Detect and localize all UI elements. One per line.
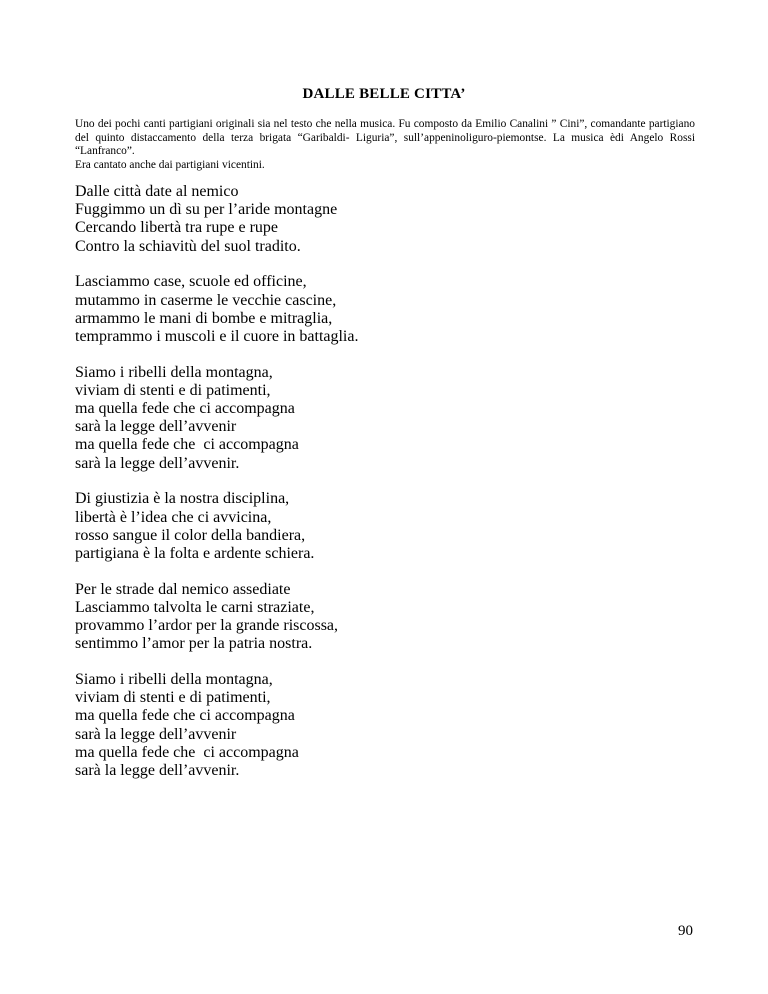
lyric-line: mutammo in caserme le vecchie cascine, xyxy=(75,291,337,309)
intro-text xyxy=(75,118,695,172)
lyric-line: sarà la legge dell’avvenir xyxy=(75,418,237,436)
lyric-line: Lasciammo case, scuole ed officine, xyxy=(75,273,307,291)
lyric-line: Siamo i ribelli della montagna, xyxy=(75,670,273,688)
lyric-line: temprammo i muscoli e il cuore in battaglia. xyxy=(75,327,359,345)
stanza-4 xyxy=(75,490,695,563)
lyric-line: Cercando libertà tra rupe e rupe xyxy=(75,219,279,237)
lyric-line: Lasciammo talvolta le carni straziate, xyxy=(75,598,315,616)
lyric-line: Di giustizia è la nostra disciplina, xyxy=(75,490,290,508)
page-number: 90 xyxy=(678,923,693,939)
lyric-line: ma quella fede che ci accompagna xyxy=(75,436,299,454)
stanza-6-chorus xyxy=(75,671,695,780)
lyric-line: viviam di stenti e di patimenti, xyxy=(75,381,271,399)
lyric-line: viviam di stenti e di patimenti, xyxy=(75,689,271,707)
lyric-line: sarà la legge dell’avvenir. xyxy=(75,761,240,779)
lyric-line: Fuggimmo un dì su per l’aride montagne xyxy=(75,201,338,219)
stanza-5 xyxy=(75,581,695,654)
stanza-3-chorus xyxy=(75,364,695,473)
lyric-line: sarà la legge dell’avvenir xyxy=(75,725,237,743)
lyric-line: provammo l’ardor per la grande riscossa, xyxy=(75,617,339,635)
lyric-line: Dalle città date al nemico xyxy=(75,183,239,200)
intro-paragraph: Uno dei pochi canti partigiani originali sia nel testo che nella musica. Fu composto da Emilio Canalini ” Cini”, comandante partigiano del quinto distaccamento della terza brigata “Garibaldi- Liguria”, sull’appeninoliguro-piemontse. La musica èdi Angelo Rossi “Lanfranco”. xyxy=(75,118,695,157)
lyric-line: ma quella fede che ci accompagna xyxy=(75,743,299,761)
lyric-line: sentimmo l’amor per la patria nostra. xyxy=(75,635,313,653)
lyric-line: libertà è l’idea che ci avvicina, xyxy=(75,508,272,526)
intro-note: Era cantato anche dai partigiani vicentini. xyxy=(75,158,265,171)
lyric-line: ma quella fede che ci accompagna xyxy=(75,400,295,418)
lyric-line: ma quella fede che ci accompagna xyxy=(75,707,295,725)
lyric-line: Contro la schiavitù del suol tradito. xyxy=(75,237,301,255)
lyric-line: partigiana è la folta e ardente schiera. xyxy=(75,544,315,562)
lyric-line: rosso sangue il color della bandiera, xyxy=(75,526,306,544)
lyric-line: armammo le mani di bombe e mitraglia, xyxy=(75,309,333,327)
stanza-2 xyxy=(75,273,695,346)
page-title: DALLE BELLE CITTA’ xyxy=(302,86,466,102)
song-lyrics xyxy=(75,183,695,798)
lyric-line: Siamo i ribelli della montagna, xyxy=(75,363,273,381)
lyric-line: Per le strade dal nemico assediate xyxy=(75,580,291,598)
stanza-1 xyxy=(75,183,695,256)
lyric-line: sarà la legge dell’avvenir. xyxy=(75,454,240,472)
